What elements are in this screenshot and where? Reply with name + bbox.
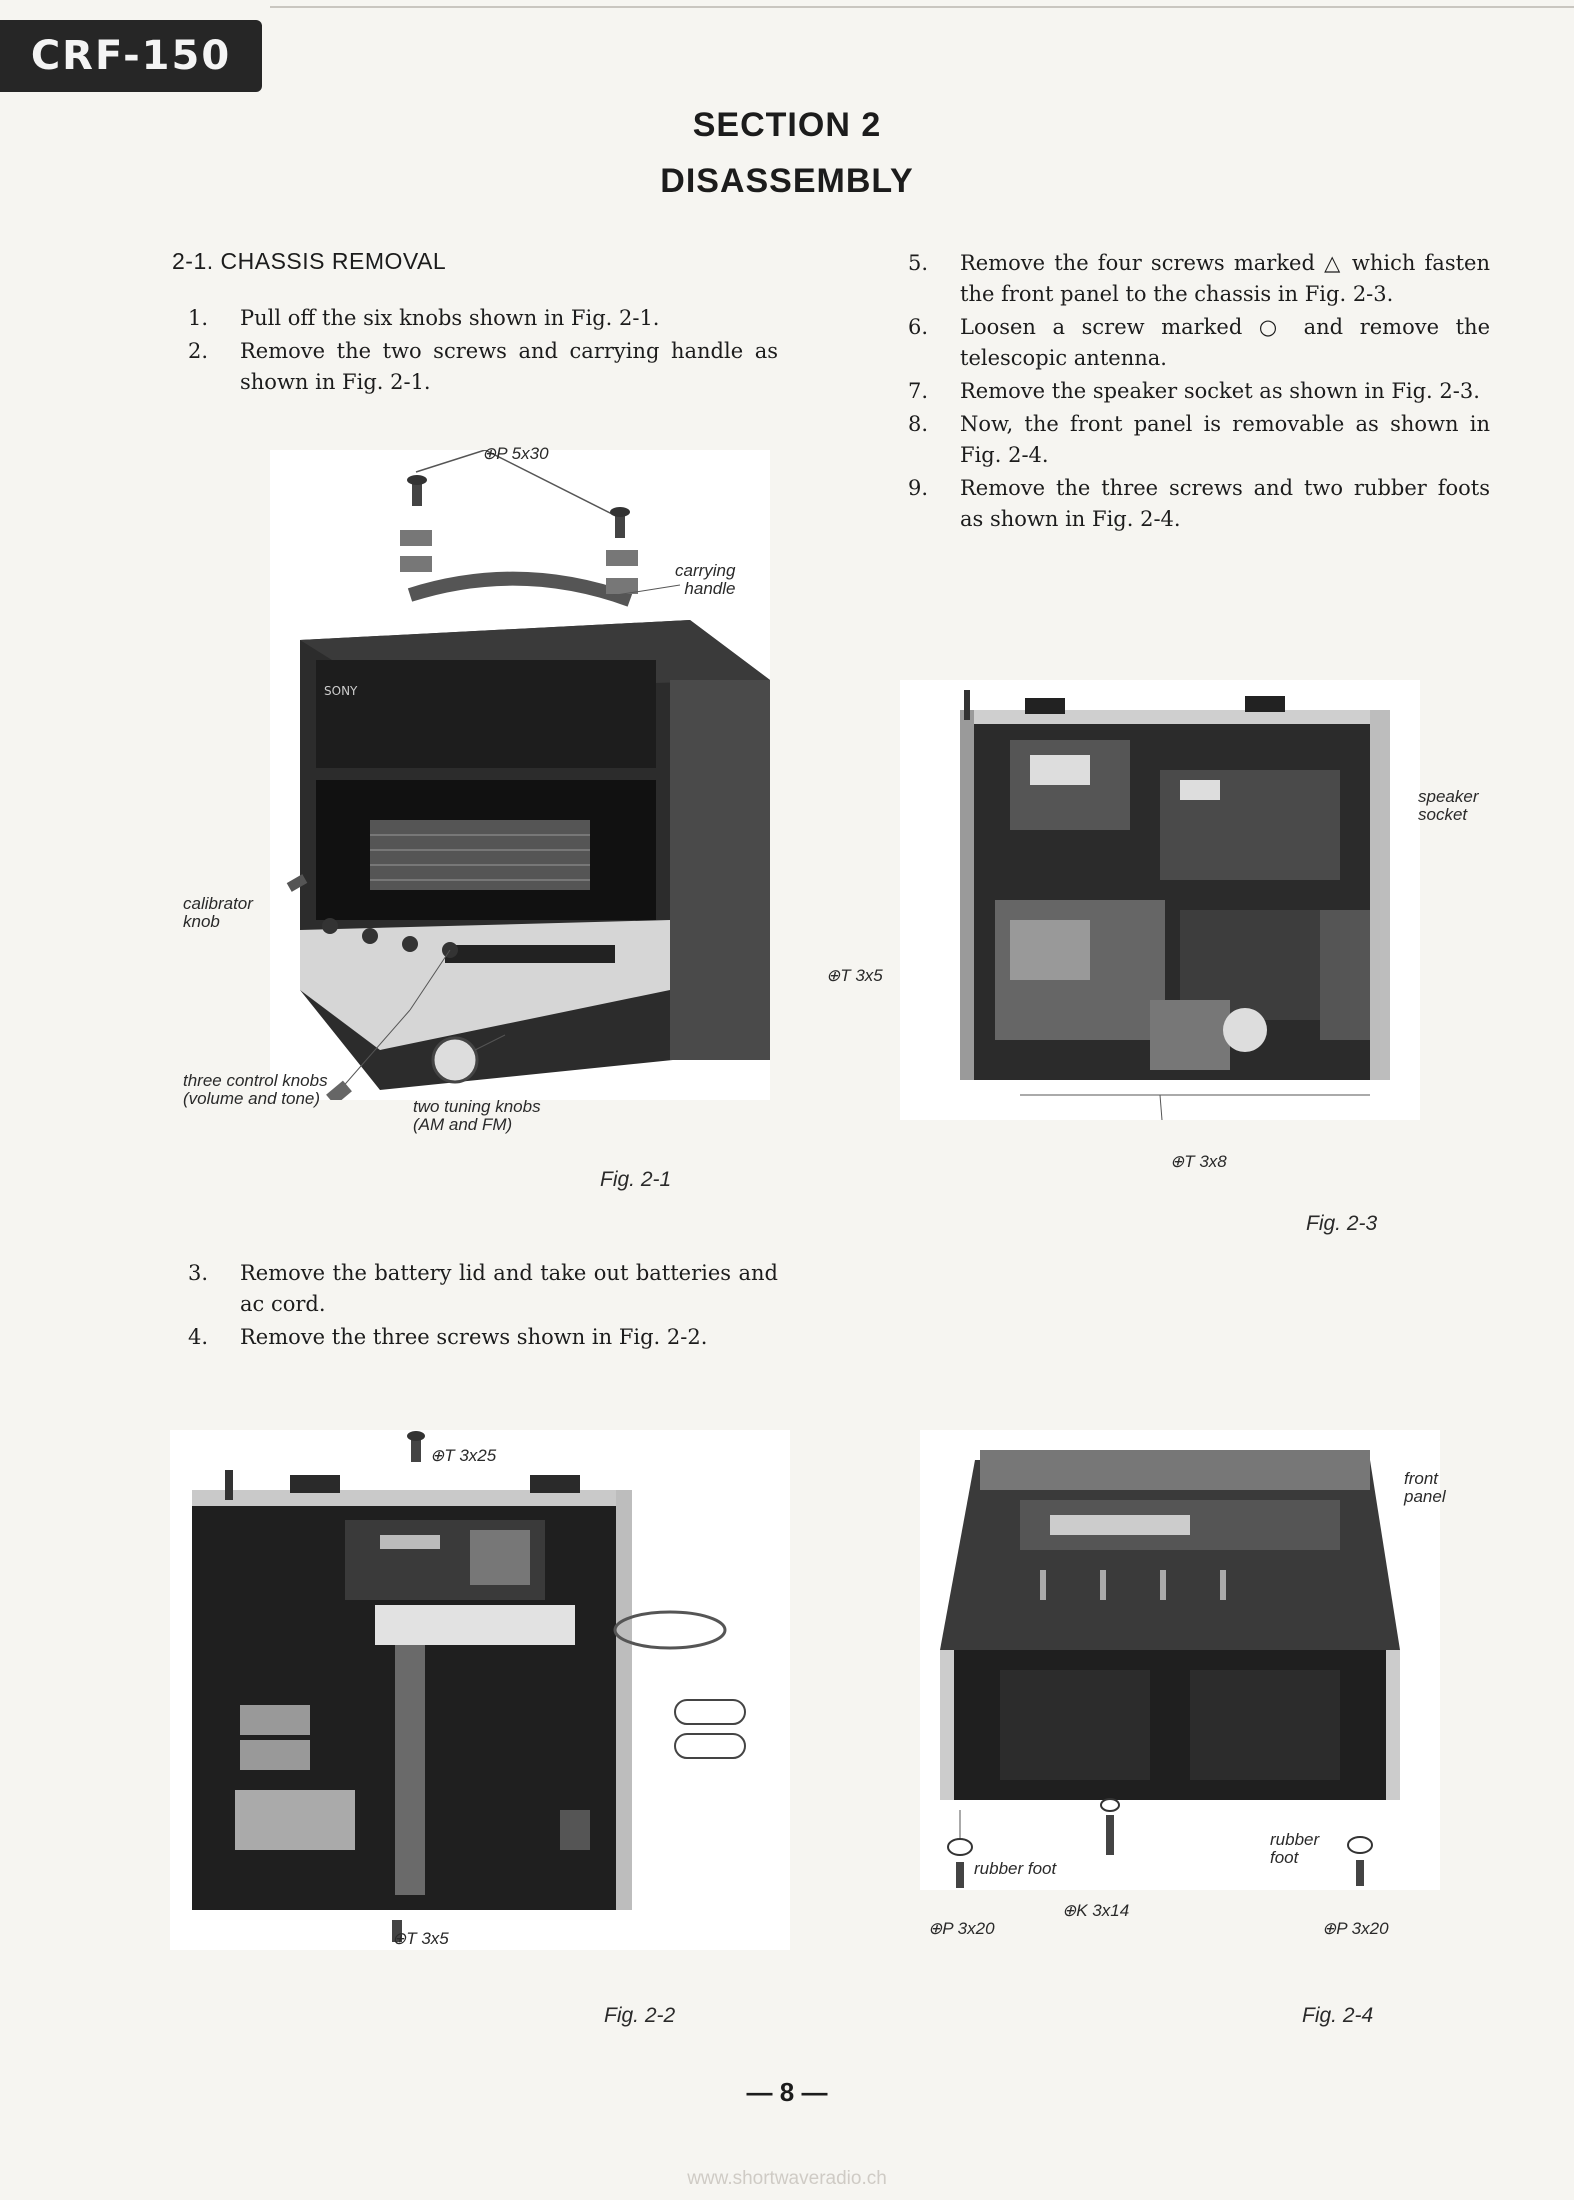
callout-screw-t3x25: ⊕T 3x25 [430, 1446, 497, 1465]
steps-list-c [908, 248, 1490, 537]
callout-screw-p3x20-right: ⊕P 3x20 [1322, 1919, 1389, 1938]
section-title: DISASSEMBLY [660, 162, 914, 200]
step-number: 6. [908, 315, 929, 339]
step-item [908, 376, 1490, 407]
callout-screw-k3x14: ⊕K 3x14 [1062, 1901, 1130, 1920]
callout-calibrator-knob: calibrator knob [183, 894, 253, 931]
figure-2-4 [920, 1430, 1440, 1890]
step-text: Loosen a screw marked ○ and remove the telescopic antenna. [960, 315, 1490, 370]
step-text: Remove the speaker socket as shown in Fig. 2-3. [960, 379, 1480, 403]
step-number: 2. [188, 339, 209, 363]
caption-fig-2-1: Fig. 2-1 [600, 1168, 672, 1191]
caption-fig-2-3: Fig. 2-3 [1306, 1212, 1378, 1235]
section-number: SECTION 2 [692, 106, 882, 144]
callout-control-knobs: three control knobs (volume and tone) [183, 1071, 328, 1108]
callout-carrying-handle: carrying handle [675, 561, 736, 598]
radio-front-illustration [270, 450, 770, 1100]
callout-speaker-socket: speaker socket [1418, 787, 1479, 824]
step-number: 1. [188, 306, 209, 330]
callout-rubber-foot-right: rubber foot [1270, 1830, 1320, 1867]
step-number: 7. [908, 379, 929, 403]
step-item [908, 409, 1490, 471]
step-item [188, 336, 778, 398]
figure-2-2 [170, 1430, 790, 1950]
figure-2-1 [270, 450, 770, 1100]
step-text: Remove the two screws and carrying handle as shown in Fig. 2-1. [240, 339, 778, 394]
callout-screw-t3x5-fig3: ⊕T 3x5 [826, 966, 883, 985]
callout-front-panel: front panel [1404, 1469, 1446, 1506]
step-text: Remove the three screws shown in Fig. 2-2. [240, 1325, 708, 1349]
step-text: Remove the three screws and two rubber foots as shown in Fig. 2-4. [960, 476, 1490, 531]
callout-screw-t3x5-fig2: ⊕T 3x5 [392, 1929, 449, 1948]
steps-list-a [188, 303, 778, 400]
page-number: — 8 — [746, 2077, 828, 2107]
step-number: 3. [188, 1261, 209, 1285]
step-item [908, 248, 1490, 310]
step-item [188, 1322, 778, 1353]
steps-list-b [188, 1258, 778, 1355]
step-item [188, 1258, 778, 1320]
watermark: www.shortwaveradio.ch [687, 2168, 887, 2189]
callout-screw-p3x20-left: ⊕P 3x20 [928, 1919, 995, 1938]
subsection-title: 2-1. CHASSIS REMOVAL [172, 248, 447, 274]
figure-2-3 [900, 680, 1420, 1120]
step-text: Now, the front panel is removable as shown in Fig. 2-4. [960, 412, 1490, 467]
front-panel-removed-photo [920, 1430, 1440, 1890]
brand-badge: SONY [324, 684, 358, 698]
step-item [188, 303, 778, 334]
step-item [908, 473, 1490, 535]
step-number: 5. [908, 251, 929, 275]
step-item [908, 312, 1490, 374]
step-number: 9. [908, 476, 929, 500]
step-text: Pull off the six knobs shown in Fig. 2-1. [240, 306, 660, 330]
step-number: 4. [188, 1325, 209, 1349]
caption-fig-2-2: Fig. 2-2 [604, 2004, 676, 2027]
step-number: 8. [908, 412, 929, 436]
callout-tuning-knobs: two tuning knobs (AM and FM) [413, 1097, 541, 1134]
chassis-interior-photo [900, 680, 1420, 1120]
radio-back-photo [170, 1430, 790, 1950]
step-text: Remove the battery lid and take out batteries and ac cord. [240, 1261, 778, 1316]
step-text: Remove the four screws marked △ which fasten the front panel to the chassis in Fig. 2-3. [960, 251, 1490, 306]
callout-screw-t3x8: ⊕T 3x8 [1170, 1152, 1227, 1171]
model-tag: CRF-150 [0, 20, 262, 92]
callout-screw-p5x30: ⊕P 5x30 [482, 444, 549, 463]
callout-rubber-foot-left: rubber foot [974, 1859, 1057, 1878]
caption-fig-2-4: Fig. 2-4 [1302, 2004, 1374, 2027]
top-rule [270, 6, 1574, 8]
